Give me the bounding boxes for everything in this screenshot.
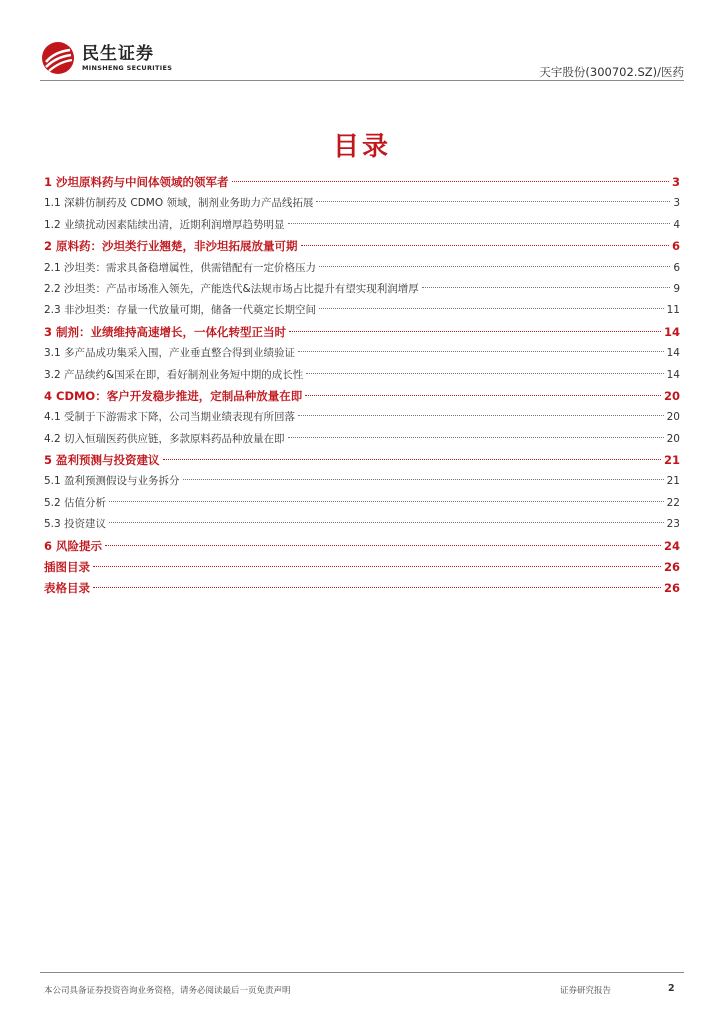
- toc-dot-leader: [109, 501, 664, 502]
- toc-entry-label: 5 盈利预测与投资建议: [44, 453, 160, 468]
- toc-dot-leader: [288, 437, 664, 438]
- toc-dot-leader: [316, 201, 670, 202]
- toc-dot-leader: [319, 266, 670, 267]
- minsheng-logo: [40, 40, 172, 76]
- toc-dot-leader: [109, 522, 664, 523]
- stock-label: 天宇股份(300702.SZ)/医药: [539, 65, 684, 79]
- toc-section-entry[interactable]: [44, 578, 680, 599]
- toc-section-entry[interactable]: [44, 450, 680, 471]
- logo-english-name: MINSHENG SECURITIES: [82, 64, 173, 72]
- toc-dot-leader: [163, 459, 661, 460]
- toc-entry-page: 9: [673, 282, 680, 295]
- toc-dot-leader: [305, 395, 661, 396]
- toc-entry-page: 6: [673, 261, 680, 274]
- toc-dot-leader: [93, 587, 661, 588]
- toc-subsection-entry[interactable]: [44, 429, 680, 450]
- toc-dot-leader: [93, 566, 661, 567]
- toc-entry-label: 2 原料药：沙坦类行业翘楚，非沙坦拓展放量可期: [44, 239, 298, 254]
- minsheng-logo-icon: [40, 40, 76, 76]
- toc-section-entry[interactable]: [44, 386, 680, 407]
- toc-entry-page: 26: [663, 560, 680, 575]
- toc-entry-label: 1.2 业绩扰动因素陆续出清，近期利润增厚趋势明显: [44, 218, 285, 231]
- footer-report-type: 证券研究报告: [560, 986, 612, 996]
- toc-entry-page: 21: [663, 453, 680, 468]
- toc-section-entry[interactable]: [44, 322, 680, 343]
- toc-section-entry[interactable]: [44, 172, 680, 193]
- toc-entry-page: 21: [666, 475, 680, 488]
- toc-entry-label: 3.1 多产品成功集采入围，产业垂直整合得到业绩验证: [44, 347, 296, 360]
- toc-subsection-entry[interactable]: [44, 300, 680, 321]
- toc-entry-page: 20: [663, 388, 680, 403]
- toc-entry-label: 插图目录: [44, 560, 90, 575]
- toc-dot-leader: [298, 351, 664, 352]
- toc-entry-page: 6: [671, 239, 680, 254]
- toc-subsection-entry[interactable]: [44, 471, 680, 492]
- page-title: 目录: [332, 132, 391, 162]
- page-header: [40, 40, 684, 80]
- toc-entry-page: 24: [663, 538, 680, 553]
- toc-entry-label: 5.1 盈利预测假设与业务拆分: [44, 475, 180, 488]
- toc-dot-leader: [232, 181, 669, 182]
- toc-entry-label: 2.3 非沙坦类：存量一代放量可期，储备一代奠定长期空间: [44, 304, 317, 317]
- footer-page-number: 2: [668, 983, 675, 994]
- toc-dot-leader: [298, 415, 664, 416]
- toc-entry-label: 4.1 受制于下游需求下降，公司当期业绩表现有所回落: [44, 411, 296, 424]
- toc-subsection-entry[interactable]: [44, 365, 680, 386]
- toc-dot-leader: [105, 545, 661, 546]
- toc-entry-label: 1.1 深耕仿制药及 CDMO 领域，制剂业务助力产品线拓展: [44, 197, 314, 210]
- footer-disclaimer: 本公司具备证券投资咨询业务资格，请务必阅读最后一页免责声明: [44, 986, 291, 996]
- toc-entry-label: 2.1 沙坦类：需求具备稳增属性，供需错配有一定价格压力: [44, 261, 317, 274]
- toc-dot-leader: [183, 479, 664, 480]
- toc-subsection-entry[interactable]: [44, 258, 680, 279]
- logo-chinese-name: 民生证券: [82, 44, 154, 64]
- toc-entry-label: 1 沙坦原料药与中间体领域的领军者: [44, 175, 229, 189]
- toc-entry-label: 4.2 切入恒瑞医药供应链，多款原料药品种放量在即: [44, 432, 285, 445]
- toc-subsection-entry[interactable]: [44, 193, 680, 214]
- toc-dot-leader: [288, 223, 671, 224]
- toc-section-entry[interactable]: [44, 557, 680, 578]
- toc-section-entry[interactable]: [44, 536, 680, 557]
- toc-dot-leader: [319, 308, 664, 309]
- toc-entry-label: 2.2 沙坦类：产品市场准入领先，产能迭代&法规市场占比提升有望实现利润增厚: [44, 282, 419, 295]
- toc-entry-label: 3 制剂：业绩维持高速增长，一体化转型正当时: [44, 324, 287, 339]
- toc-entry-page: 14: [666, 347, 680, 360]
- toc-entry-page: 23: [666, 518, 680, 531]
- toc-entry-page: 4: [673, 218, 680, 231]
- toc-entry-page: 26: [663, 581, 680, 596]
- toc-entry-page: 11: [666, 304, 680, 317]
- toc-entry-page: 20: [666, 411, 680, 424]
- toc-entry-label: 5.2 估值分析: [44, 496, 107, 509]
- toc-dot-leader: [301, 245, 669, 246]
- toc-entry-page: 3: [673, 197, 680, 210]
- toc-entry-page: 20: [666, 432, 680, 445]
- header-divider: [40, 80, 684, 81]
- toc-entry-page: 3: [671, 175, 680, 189]
- toc-subsection-entry[interactable]: [44, 343, 680, 364]
- toc-entry-page: 14: [666, 368, 680, 381]
- toc-dot-leader: [306, 373, 663, 374]
- toc-section-entry[interactable]: [44, 236, 680, 257]
- toc-dot-leader: [422, 287, 671, 288]
- toc-entry-label: 4 CDMO：客户开发稳步推进，定制品种放量在即: [44, 388, 303, 403]
- toc-entry-page: 22: [666, 496, 680, 509]
- toc-entry-label: 5.3 投资建议: [44, 518, 107, 531]
- toc-entry-label: 表格目录: [44, 581, 90, 596]
- toc-subsection-entry[interactable]: [44, 215, 680, 236]
- toc-entry-label: 3.2 产品续约&国采在即，看好制剂业务短中期的成长性: [44, 368, 304, 381]
- toc-subsection-entry[interactable]: [44, 493, 680, 514]
- toc-subsection-entry[interactable]: [44, 407, 680, 428]
- toc-entry-label: 6 风险提示: [44, 538, 103, 553]
- toc-subsection-entry[interactable]: [44, 279, 680, 300]
- toc-entry-page: 14: [663, 324, 680, 339]
- toc-dot-leader: [289, 331, 661, 332]
- table-of-contents: [44, 172, 680, 600]
- footer-divider: [40, 972, 684, 973]
- toc-subsection-entry[interactable]: [44, 514, 680, 535]
